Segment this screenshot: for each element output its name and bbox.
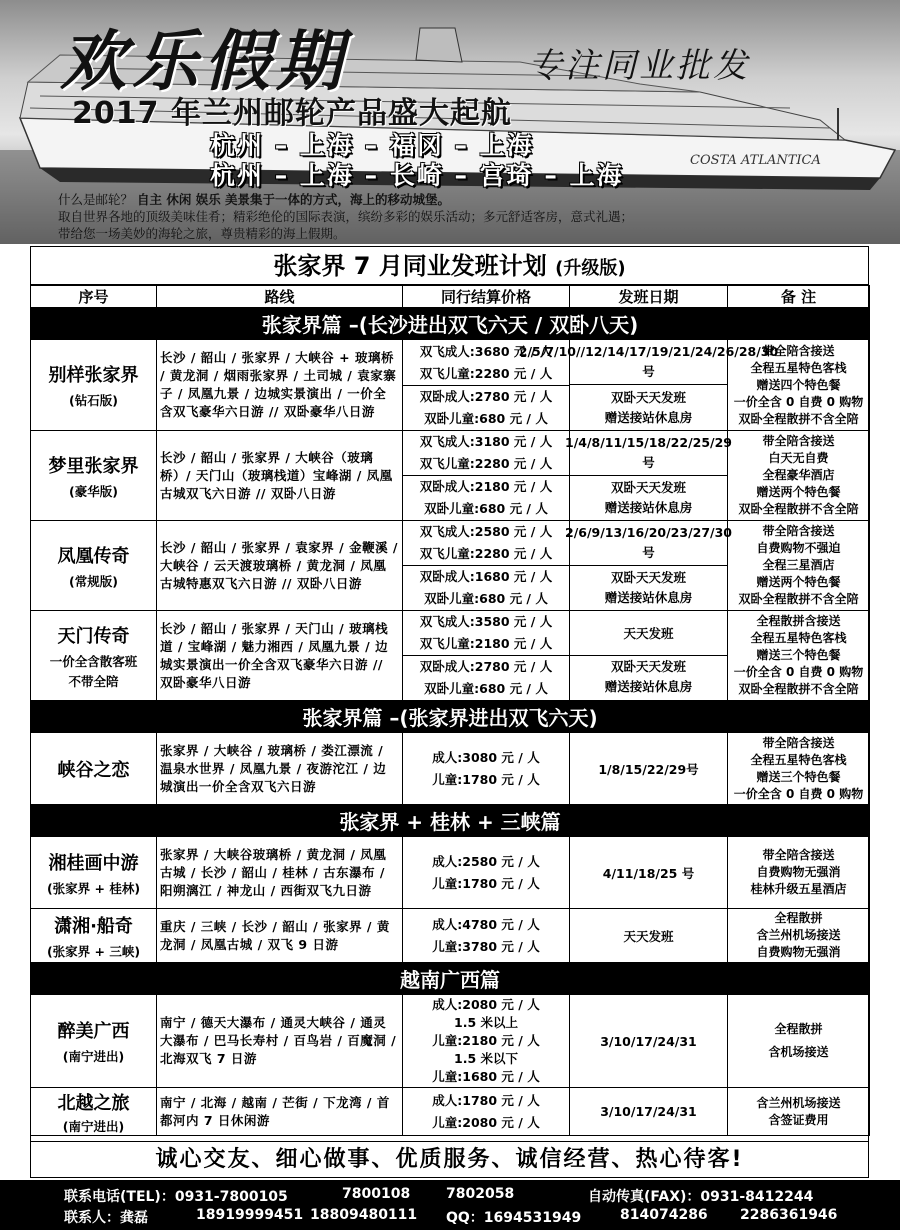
qq-number: QQ：1694531949 bbox=[446, 1210, 582, 1226]
price-cell bbox=[403, 1088, 570, 1136]
route-cell: 张家界 / 大峡谷玻璃桥 / 黄龙洞 / 凤凰古城 / 长沙 / 韶山 / 桂林 / 古东瀑布 / 阳朔漓江 / 神龙山 / 西街双飞九日游 bbox=[157, 837, 403, 909]
price-cell bbox=[403, 837, 570, 909]
intro-line-2: 取自世界各地的顶级美味佳肴；精彩绝伦的国际表演，缤纷多彩的娱乐活动；多元舒适客房，意式礼遇； bbox=[58, 209, 634, 224]
phone-2: 7800108 bbox=[342, 1186, 411, 1202]
dates-cell: 4/11/18/25 号 bbox=[570, 837, 728, 909]
product-cell bbox=[31, 1088, 157, 1136]
product-name: 湘桂画中游 bbox=[48, 852, 139, 874]
price-line: 双飞儿童:2280 元 / 人 bbox=[419, 456, 553, 471]
product-level: 一价全含散客班 bbox=[49, 653, 138, 669]
dates-cell: 3/10/17/24/31 bbox=[570, 995, 728, 1088]
table-row bbox=[31, 733, 870, 805]
date-text: 赠送接站休息房 bbox=[604, 589, 693, 605]
table-row bbox=[31, 995, 870, 1088]
col-header-route: 路线 bbox=[157, 286, 403, 308]
route-cell: 南宁 / 德天大瀑布 / 通灵大峡谷 / 通灵大瀑布 / 巴马长寿村 / 百鸟岩 / 百魔洞 / 北海双飞 7 日游 bbox=[157, 995, 403, 1088]
note-line: 全程五星特色客栈 bbox=[750, 752, 847, 767]
note-line: 含签证费用 bbox=[768, 1112, 829, 1127]
banner-subtitle: 专注同业批发 bbox=[528, 46, 750, 86]
price-line: 双飞成人:3580 元 / 人 bbox=[419, 614, 553, 629]
phone-3: 7802058 bbox=[446, 1186, 515, 1202]
date-text: 双卧天天发班 bbox=[610, 389, 686, 405]
contact-footer bbox=[0, 1180, 900, 1230]
product-cell bbox=[31, 995, 157, 1088]
note-line: 含兰州机场接送 bbox=[756, 1095, 841, 1110]
note-line: 带全陪含接送 bbox=[762, 524, 835, 538]
dates-cell: 天天发班 bbox=[570, 909, 728, 963]
product-cell bbox=[31, 837, 157, 909]
note-line: 双卧全程散拼不含全陪 bbox=[738, 502, 859, 516]
intro-bold: 自主 休闲 娱乐 美景集于一体的方式，海上的移动城堡。 bbox=[137, 192, 451, 207]
schedule-table bbox=[30, 285, 870, 1136]
price-line: 双卧儿童:680 元 / 人 bbox=[424, 681, 548, 696]
banner-title: 欢乐假期 bbox=[60, 22, 348, 100]
date-group bbox=[570, 385, 727, 430]
notes-cell bbox=[728, 909, 870, 963]
product-level: (南宁进出) bbox=[62, 1118, 125, 1134]
price-line: 双飞儿童:2280 元 / 人 bbox=[419, 546, 553, 561]
price-line: 双卧成人:2180 元 / 人 bbox=[419, 479, 553, 494]
date-text: 双卧天天发班 bbox=[610, 659, 686, 674]
note-line: 一价全含 0 自费 0 购物 bbox=[733, 394, 864, 409]
date-text: 赠送接站休息房 bbox=[604, 679, 693, 694]
date-text: 双卧天天发班 bbox=[610, 479, 686, 495]
dates-cell: 3/10/17/24/31 bbox=[570, 1088, 728, 1136]
price-line: 成人:1780 元 / 人 bbox=[432, 1092, 540, 1108]
price-line: 双飞成人:2580 元 / 人 bbox=[419, 524, 553, 539]
note-line: 全程五星特色客栈 bbox=[750, 360, 847, 375]
banner-headline: 2017 年兰州邮轮产品盛大起航 bbox=[72, 96, 512, 131]
price-line: 儿童:1780 元 / 人 bbox=[432, 771, 540, 787]
notes-cell bbox=[728, 521, 870, 611]
notes-cell bbox=[728, 611, 870, 701]
price-line: 双卧儿童:680 元 / 人 bbox=[424, 410, 548, 426]
price-cell bbox=[403, 909, 570, 963]
note-line: 一价全含 0 自费 0 购物 bbox=[733, 665, 864, 679]
note-line: 全程散拼 bbox=[774, 1022, 823, 1036]
price-line: 1.5 米以下 bbox=[454, 1051, 518, 1066]
phone-label: 联系电话(TEL)：0931-7800105 bbox=[64, 1189, 288, 1205]
product-cell bbox=[31, 521, 157, 611]
note-line: 赠送四个特色餐 bbox=[756, 377, 841, 392]
product-name: 天门传奇 bbox=[57, 625, 130, 647]
table-row bbox=[31, 521, 870, 611]
qq-number-3: 2286361946 bbox=[740, 1207, 838, 1223]
date-group bbox=[570, 566, 727, 610]
date-text: 赠送接站休息房 bbox=[604, 499, 693, 515]
mobile-2: 18809480111 bbox=[310, 1207, 418, 1223]
product-name: 别样张家界 bbox=[48, 365, 139, 386]
price-line: 成人:3080 元 / 人 bbox=[432, 749, 540, 765]
notes-cell bbox=[728, 1088, 870, 1136]
price-cell bbox=[403, 611, 570, 701]
table-row bbox=[31, 611, 870, 701]
note-line: 双卧全程散拼不含全陪 bbox=[738, 411, 859, 426]
notes-cell bbox=[728, 431, 870, 521]
product-name: 潇湘·船奇 bbox=[54, 915, 133, 937]
note-line: 双卧全程散拼不含全陪 bbox=[738, 592, 859, 606]
price-cell bbox=[403, 521, 570, 611]
note-line: 带全陪含接送 bbox=[762, 343, 835, 358]
price-line: 儿童:1680 元 / 人 bbox=[432, 1069, 540, 1084]
route-cell: 重庆 / 三峡 / 长沙 / 韶山 / 张家界 / 黄龙洞 / 凤凰古城 / 双飞 9 日游 bbox=[157, 909, 403, 963]
notes-cell bbox=[728, 837, 870, 909]
dates-cell bbox=[570, 611, 728, 701]
mobile-1: 18919999451 bbox=[196, 1207, 304, 1223]
note-line: 赠送三个特色餐 bbox=[756, 648, 841, 662]
table-row bbox=[31, 431, 870, 521]
route-cell: 长沙 / 韶山 / 张家界 / 大峡谷 + 玻璃桥 / 黄龙洞 / 烟雨张家界 / 土司城 / 袁家寨子 / 凤凰九景 / 边城实景演出 / 一价全含双飞豪华六日游 // 双卧豪华八日游 bbox=[157, 340, 403, 431]
note-line: 赠送两个特色餐 bbox=[756, 575, 841, 589]
price-line: 双卧成人:2780 元 / 人 bbox=[419, 388, 553, 404]
dates-cell bbox=[565, 431, 732, 521]
note-line: 白天无自费 bbox=[768, 451, 829, 465]
price-line: 成人:2580 元 / 人 bbox=[432, 853, 540, 869]
section-title: 张家界篇 –(张家界进出双飞六天) bbox=[31, 701, 870, 733]
route-cell: 南宁 / 北海 / 越南 / 芒街 / 下龙湾 / 首都河内 7 日休闲游 bbox=[157, 1088, 403, 1136]
note-line: 带全陪含接送 bbox=[762, 848, 835, 862]
cruise-banner bbox=[0, 0, 900, 244]
price-line: 双飞成人:3680 元 / 人 bbox=[419, 343, 553, 359]
section-title: 张家界 + 桂林 + 三峡篇 bbox=[31, 805, 870, 837]
note-line: 全程五星特色客栈 bbox=[750, 631, 847, 645]
product-level: 不带全陪 bbox=[68, 673, 119, 689]
product-name: 北越之旅 bbox=[57, 1092, 130, 1114]
price-line: 儿童:3780 元 / 人 bbox=[432, 938, 540, 954]
price-line: 成人:4780 元 / 人 bbox=[432, 916, 540, 932]
date-text: 天天发班 bbox=[570, 613, 727, 656]
section-title: 张家界篇 –(长沙进出双飞六天 / 双卧八天) bbox=[31, 308, 870, 340]
date-text: 赠送接站休息房 bbox=[604, 409, 693, 425]
price-line: 双卧儿童:680 元 / 人 bbox=[424, 591, 548, 606]
price-cell bbox=[403, 431, 570, 521]
note-line: 全程散拼 bbox=[774, 911, 823, 925]
contact-person: 联系人：龚磊 bbox=[64, 1210, 148, 1226]
dates-cell bbox=[518, 340, 779, 431]
col-header-index: 序号 bbox=[31, 286, 157, 308]
dates-cell: 1/8/15/22/29号 bbox=[570, 733, 728, 805]
note-line: 一价全含 0 自费 0 购物 bbox=[733, 786, 864, 801]
date-text: 2/6/9/13/16/20/23/27/30号 bbox=[570, 522, 727, 566]
table-header-row bbox=[31, 286, 870, 308]
product-cell bbox=[31, 340, 157, 431]
note-line: 自费购物无强消 bbox=[756, 945, 841, 959]
note-line: 带全陪含接送 bbox=[762, 434, 835, 448]
note-line: 带全陪含接送 bbox=[762, 735, 835, 750]
section-title: 越南广西篇 bbox=[31, 963, 870, 995]
route-cell: 长沙 / 韶山 / 张家界 / 袁家界 / 金鞭溪 / 大峡谷 / 云天渡玻璃桥 / 黄龙洞 / 凤凰古城特惠双飞六日游 // 双卧八日游 bbox=[157, 521, 403, 611]
qq-number-2: 814074286 bbox=[620, 1207, 708, 1223]
schedule-title-text: 张家界 7 月同业发班计划 bbox=[273, 252, 547, 280]
ship-hull-name: COSTA ATLANTICA bbox=[690, 153, 821, 168]
price-line: 成人:2080 元 / 人 bbox=[432, 997, 540, 1012]
price-cell bbox=[403, 733, 570, 805]
product-name: 醉美广西 bbox=[57, 1021, 130, 1042]
route-cell: 长沙 / 韶山 / 张家界 / 天门山 / 玻璃栈道 / 宝峰湖 / 魅力湘西 / 凤凰九景 / 边城实景演出一价全含双飞豪华六日游 // 双卧豪华八日游 bbox=[157, 611, 403, 701]
section-header bbox=[31, 701, 870, 733]
product-level: (钻石版) bbox=[69, 393, 118, 408]
note-line: 自费购物无强消 bbox=[756, 865, 841, 879]
price-line: 双卧儿童:680 元 / 人 bbox=[424, 501, 548, 516]
date-group bbox=[570, 656, 727, 699]
table-row bbox=[31, 837, 870, 909]
intro-question: 什么是邮轮？ bbox=[58, 192, 134, 207]
note-line: 赠送两个特色餐 bbox=[756, 485, 841, 499]
note-line: 含机场接送 bbox=[768, 1045, 829, 1059]
note-line: 全程散拼含接送 bbox=[756, 614, 841, 628]
table-row bbox=[31, 1088, 870, 1136]
price-line: 儿童:2080 元 / 人 bbox=[432, 1114, 540, 1130]
price-line: 双飞成人:3180 元 / 人 bbox=[419, 434, 553, 449]
fax: 自动传真(FAX)：0931-8412244 bbox=[588, 1189, 814, 1205]
dates-cell bbox=[565, 521, 732, 611]
section-header bbox=[31, 308, 870, 340]
schedule-title bbox=[31, 247, 868, 285]
cruise-route-2: 杭州 – 上海 – 长崎 – 宫琦 – 上海 bbox=[210, 161, 624, 190]
price-cell bbox=[403, 995, 570, 1088]
cruise-route-1: 杭州 – 上海 – 福冈 – 上海 bbox=[210, 131, 534, 160]
note-line: 自费购物不强迫 bbox=[756, 541, 841, 555]
note-line: 赠送三个特色餐 bbox=[756, 769, 841, 784]
price-line: 双飞儿童:2280 元 / 人 bbox=[419, 365, 553, 381]
table-row bbox=[31, 909, 870, 963]
route-cell: 长沙 / 韶山 / 张家界 / 大峡谷（玻璃桥）/ 天门山（玻璃栈道）宝峰湖 / 凤凰古城双飞六日游 // 双卧八日游 bbox=[157, 431, 403, 521]
section-header bbox=[31, 963, 870, 995]
price-line: 儿童:2180 元 / 人 bbox=[432, 1033, 540, 1048]
product-level: (张家界 + 桂林) bbox=[46, 880, 141, 896]
price-line: 儿童:1780 元 / 人 bbox=[432, 875, 540, 891]
product-cell bbox=[31, 909, 157, 963]
intro-line-1 bbox=[58, 190, 450, 208]
price-line: 双卧成人:1680 元 / 人 bbox=[419, 569, 553, 584]
notes-cell bbox=[728, 995, 870, 1088]
notes-cell bbox=[728, 733, 870, 805]
product-level: (张家界 + 三峡) bbox=[46, 943, 141, 959]
product-cell bbox=[31, 733, 157, 805]
intro-line-3: 带给您一场美妙的海轮之旅，尊贵精彩的海上假期。 bbox=[58, 226, 346, 241]
note-line: 全程三星酒店 bbox=[762, 558, 835, 572]
col-header-notes: 备 注 bbox=[728, 286, 870, 308]
price-line: 双卧成人:2780 元 / 人 bbox=[419, 659, 553, 674]
product-level: (豪华版) bbox=[69, 483, 118, 499]
date-text: 2/5/7/10//12/14/17/19/21/24/26/28/30号 bbox=[570, 340, 727, 385]
product-name: 凤凰传奇 bbox=[57, 545, 130, 567]
col-header-dates: 发班日期 bbox=[570, 286, 728, 308]
product-name: 梦里张家界 bbox=[48, 455, 139, 477]
note-line: 桂林升级五星酒店 bbox=[750, 882, 847, 896]
note-line: 含兰州机场接送 bbox=[756, 928, 841, 942]
date-text: 双卧天天发班 bbox=[610, 569, 686, 585]
product-cell bbox=[31, 611, 157, 701]
table-row bbox=[31, 340, 870, 431]
route-cell: 张家界 / 大峡谷 / 玻璃桥 / 娄江漂流 / 温泉水世界 / 凤凰九景 / 夜游沱江 / 边城演出一价全含双飞六日游 bbox=[157, 733, 403, 805]
product-name: 峡谷之恋 bbox=[57, 759, 130, 781]
date-text: 1/4/8/11/15/18/22/25/29 号 bbox=[570, 432, 727, 476]
note-line: 全程豪华酒店 bbox=[762, 468, 835, 482]
col-header-price: 同行结算价格 bbox=[403, 286, 570, 308]
product-cell bbox=[31, 431, 157, 521]
schedule-title-suffix: (升级版) bbox=[555, 258, 626, 279]
date-group bbox=[570, 476, 727, 520]
slogan: 诚心交友、细心做事、优质服务、诚信经营、热心待客! bbox=[31, 1141, 868, 1177]
schedule-table-block bbox=[30, 246, 869, 1178]
price-line: 1.5 米以上 bbox=[454, 1015, 518, 1030]
section-header bbox=[31, 805, 870, 837]
price-line: 双飞儿童:2180 元 / 人 bbox=[419, 636, 553, 651]
product-level: (南宁进出) bbox=[62, 1049, 125, 1064]
note-line: 双卧全程散拼不含全陪 bbox=[738, 682, 859, 696]
product-level: (常规版) bbox=[69, 573, 118, 589]
